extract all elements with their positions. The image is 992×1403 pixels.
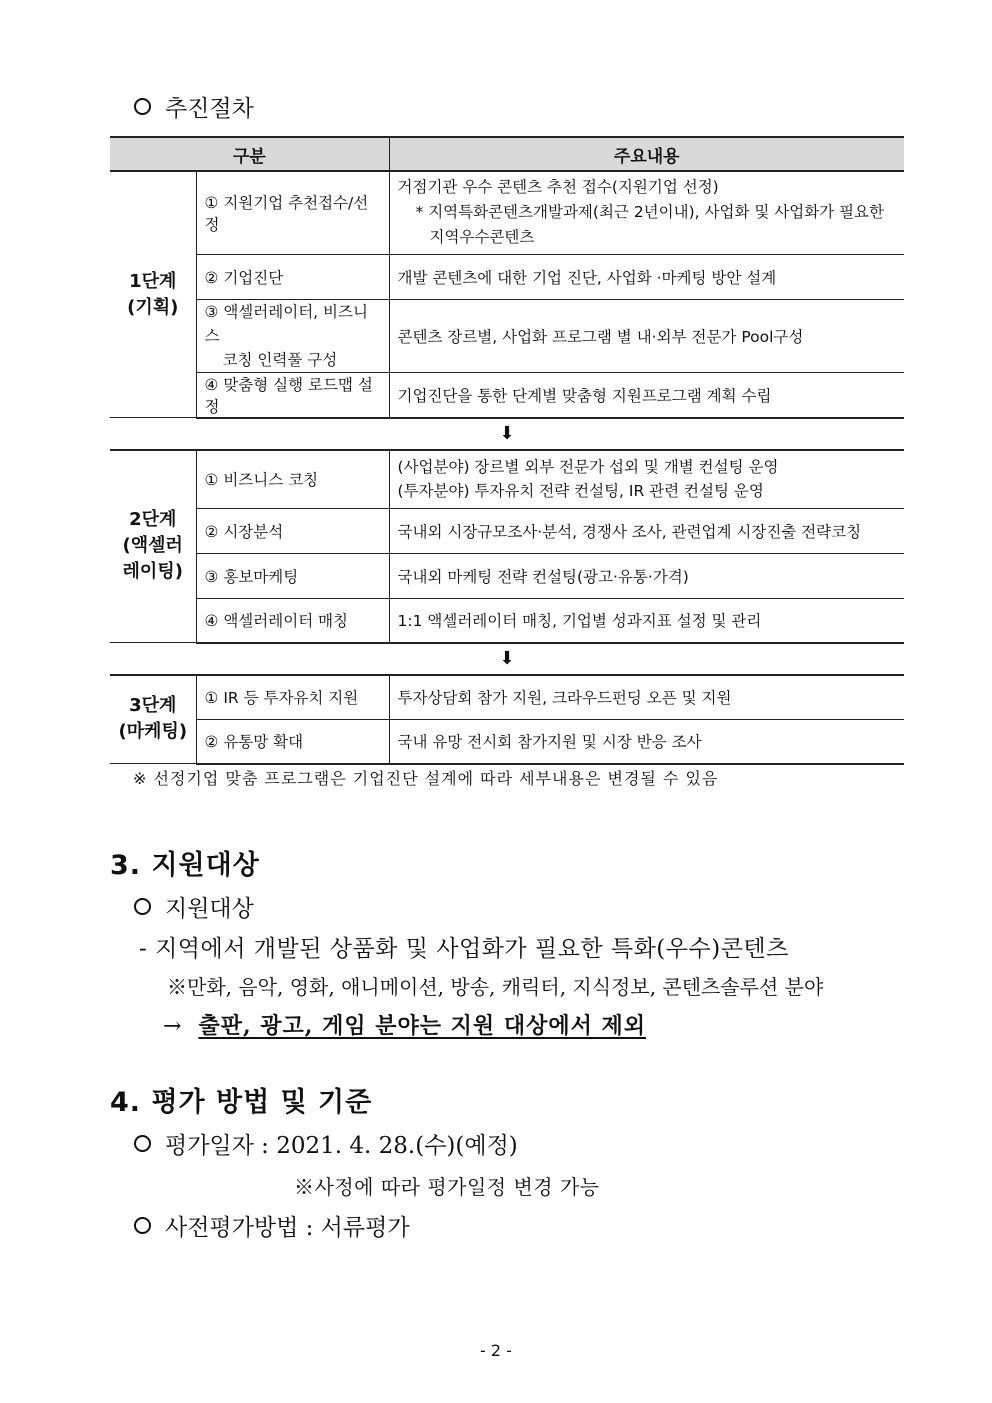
procedure-heading <box>134 90 254 123</box>
section3-bullet-text: 지원대상 <box>165 896 254 922</box>
table-row <box>110 509 904 554</box>
step-content <box>389 450 904 509</box>
arrow-row <box>110 418 904 450</box>
section4-bullet1-text: 평가일자 : 2021. 4. 28.(수)(예정) <box>165 1133 518 1159</box>
step-item: ④ 액셀러레이터 매칭 <box>196 599 389 643</box>
stage-label <box>110 450 196 643</box>
step-content: 국내외 시장규모조사·분석, 경쟁사 조사, 관련업계 시장진출 전략코칭 <box>389 509 904 554</box>
step-item: ② 유통망 확대 <box>196 720 389 764</box>
step-content-line: (사업분야) 장르별 외부 전문가 섭외 및 개별 컨설팅 운영 <box>397 458 779 477</box>
down-arrow-icon: ⬇ <box>110 418 904 450</box>
table-row <box>110 299 904 372</box>
step-item: ③ 홍보마케팅 <box>196 554 389 599</box>
step-item-line: ③ 액셀러레이터, 비즈니스 <box>204 302 368 345</box>
col-header-category: 구분 <box>110 137 389 171</box>
stage-label-line: 1단계 <box>129 270 177 292</box>
section4-bullet1-note: ※사정에 따라 평가일정 변경 가능 <box>294 1175 600 1199</box>
right-arrow-icon: → <box>163 1014 182 1039</box>
step-content: 국내 유망 전시회 참가지원 및 시장 반응 조사 <box>389 720 904 764</box>
circle-bullet-icon <box>134 1135 151 1152</box>
section4-title: 4. 평가 방법 및 기준 <box>110 1087 373 1118</box>
stage-label <box>110 675 196 764</box>
procedure-heading-text: 추진절차 <box>165 96 254 122</box>
col-header-content: 주요내용 <box>389 137 904 171</box>
circle-bullet-icon <box>134 1217 151 1234</box>
section3-line2: ※만화, 음악, 영화, 애니메이션, 방송, 캐릭터, 지식정보, 콘텐츠솔루션 분야 <box>167 975 824 999</box>
section3-bullet <box>134 890 254 923</box>
stage-label-line: 3단계 <box>129 695 177 717</box>
table-row <box>110 675 904 720</box>
circle-bullet-icon <box>134 98 151 115</box>
table-row <box>110 720 904 764</box>
section3-line1: - 지역에서 개발된 상품화 및 사업화가 필요한 특화(우수)콘텐츠 <box>139 936 789 962</box>
procedure-table <box>110 136 904 765</box>
step-content <box>389 171 904 254</box>
step-item: ① 지원기업 추천접수/선정 <box>196 171 389 254</box>
stage-label <box>110 171 196 418</box>
section3-line3-text: 출판, 광고, 게임 분야는 지원 대상에서 제외 <box>198 1013 646 1039</box>
section4-bullet1 <box>134 1127 518 1160</box>
step-item: ② 시장분석 <box>196 509 389 554</box>
step-item: ① 비즈니스 코칭 <box>196 450 389 509</box>
section4-bullet2-text: 사전평가방법 : 서류평가 <box>165 1215 410 1241</box>
circle-bullet-icon <box>134 898 151 915</box>
table-row <box>110 554 904 599</box>
table-row <box>110 372 904 418</box>
stage-label-line: (액셀러 <box>122 535 183 557</box>
page-number: - 2 - <box>480 1341 512 1360</box>
step-content-line: * 지역특화콘텐츠개발과제(최근 2년이내), 사업화 및 사업화가 필요한 <box>415 203 884 222</box>
step-item: ① IR 등 투자유치 지원 <box>196 675 389 720</box>
step-content-line: 지역우수콘텐츠 <box>429 228 535 247</box>
section3-title: 3. 지원대상 <box>110 850 260 881</box>
step-content-line: (투자분야) 투자유치 전략 컨설팅, IR 관련 컨설팅 운영 <box>397 482 764 501</box>
step-item <box>196 299 389 372</box>
stage-label-line: (기획) <box>127 296 179 318</box>
step-content: 국내외 마케팅 전략 컨설팅(광고·유통·가격) <box>389 554 904 599</box>
table-row <box>110 599 904 643</box>
step-content-line: 거점기관 우수 콘텐츠 추천 접수(지원기업 선정) <box>397 178 719 197</box>
step-content: 기업진단을 통한 단계별 맞춤형 지원프로그램 계획 수립 <box>389 372 904 418</box>
stage-label-line: (마케팅) <box>118 721 188 743</box>
stage-label-line: 2단계 <box>129 509 177 531</box>
step-item-line: 코칭 인력풀 구성 <box>222 350 338 369</box>
procedure-note: ※ 선정기업 맞춤 프로그램은 기업진단 설계에 따라 세부내용은 변경될 수 있음 <box>133 769 719 788</box>
step-content: 개발 콘텐츠에 대한 기업 진단, 사업화 ·마케팅 방안 설계 <box>389 254 904 299</box>
table-row <box>110 450 904 509</box>
step-content: 투자상담회 참가 지원, 크라우드펀딩 오픈 및 지원 <box>389 675 904 720</box>
arrow-row <box>110 643 904 675</box>
table-row <box>110 254 904 299</box>
step-content: 콘텐츠 장르별, 사업화 프로그램 별 내·외부 전문가 Pool구성 <box>389 299 904 372</box>
step-item: ④ 맞춤형 실행 로드맵 설정 <box>196 372 389 418</box>
table-row <box>110 171 904 254</box>
step-item: ② 기업진단 <box>196 254 389 299</box>
down-arrow-icon: ⬇ <box>110 643 904 675</box>
section3-line3 <box>163 1009 646 1040</box>
stage-label-line: 레이팅) <box>122 561 183 583</box>
step-content: 1:1 액셀러레이터 매칭, 기업별 성과지표 설정 및 관리 <box>389 599 904 643</box>
section4-bullet2 <box>134 1209 410 1242</box>
